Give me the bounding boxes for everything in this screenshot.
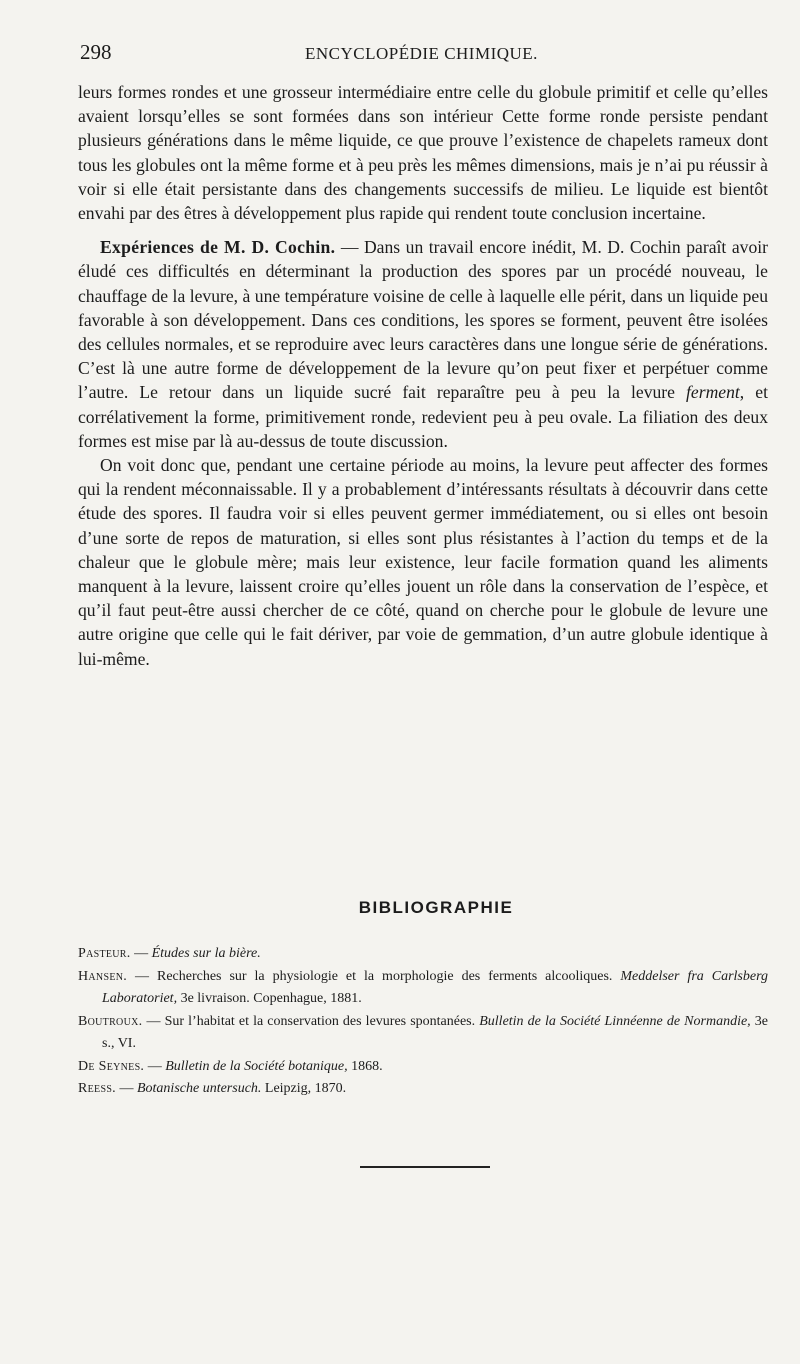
entry-title: Meddelser fra Carlsberg Laboratoriet,: [102, 968, 769, 1006]
paragraph-3: On voit donc que, pendant une certaine période au moins, la levure peut affecter des formes qui la rendent méconnaissable. Il y a probablement d’intéressants résultats à découvrir dans cette étude des spores. Il faudra voir si elles peuvent germer immédiatement, ou si elles ont besoin d’une sorte de repos de maturation, si elles sont plus résistantes à l’action du temps et de la chaleur que le globule mère; mais leur existence, leur facile formation quand les aliments manquent à la levure, laissent croire qu’elles jouent un rôle dans la conservation de l’espèce, et qu’il faut peut-être aussi chercher de ce côté, quand on cherche pour le globule de levure une autre origine que celle qui le fait dériver, par voie de gemmation, d’un autre globule identique à lui-même.: [78, 455, 768, 669]
entry-details: 1868.: [347, 1058, 383, 1074]
page-number: 298: [80, 40, 112, 64]
bibliography-entry: [78, 966, 768, 1011]
paragraph-2-emphasis: ferment: [686, 382, 740, 403]
section-title: Expériences de M. D. Cochin.: [100, 237, 336, 258]
bibliography-list: [78, 943, 768, 1101]
paragraph-2: [78, 235, 768, 453]
entry-separator: —: [115, 1081, 137, 1096]
entry-description: Sur l’habitat et la conservation des levures spontanées.: [164, 1013, 480, 1029]
entry-title: Bulletin de la Société Linnéenne de Normandie,: [479, 1013, 751, 1029]
entry-title: Bulletin de la Société botanique,: [165, 1058, 348, 1074]
entry-author: Hansen.: [78, 968, 128, 984]
bibliography-entry: [78, 943, 768, 966]
entry-details: 3e s., VI.: [102, 1013, 768, 1051]
body-text: [78, 80, 768, 671]
entry-title: Études sur la bière.: [151, 946, 261, 961]
entry-separator: —: [127, 968, 157, 984]
running-title: ENCYCLOPÉDIE CHIMIQUE.: [305, 44, 538, 63]
section-dash: —: [335, 237, 364, 258]
paragraph-2-text-a: Dans un travail encore inédit, M. D. Cochin paraît avoir éludé ces difficultés en déterminant la production des spores par un procédé nouveau, le chauffage de la levure, à une température voisine de celle à laquelle elle périt, dans un liquide peu favorable à son développement. Dans ces conditions, les spores se forment, peuvent être isolées des cellules normales, et se reproduire avec leurs caractères dans une longue série de générations. C’est là une autre forme de développement de la levure qu’on peut fixer et perpétuer comme l’autre. Le retour dans un liquide sucré fait reparaître peu à peu la levure: [78, 237, 768, 403]
closing-rule: [360, 1166, 490, 1168]
entry-title: Botanische untersuch.: [136, 1081, 262, 1096]
page-header: [80, 40, 764, 68]
entry-details: Leipzig, 1870.: [261, 1081, 347, 1096]
entry-separator: —: [130, 946, 152, 961]
bibliography-entry: [78, 1011, 768, 1056]
entry-author: Pasteur.: [78, 946, 131, 961]
entry-description: Recherches sur la physiologie et la morphologie des ferments alcooliques.: [156, 968, 621, 984]
entry-separator: —: [144, 1058, 166, 1074]
bibliography-heading-wrap: [0, 898, 800, 918]
paragraph-1: leurs formes rondes et une grosseur intermédiaire entre celle du globule primitif et celle qu’elles avaient lorsqu’elles se sont formées dans son intérieur Cette forme ronde persiste pendant plusieurs générations dans le même liquide, ce que prouve l’existence de chapelets rameux dont tous les globules ont la même forme et à peu près les mêmes dimensions, mais je n’ai pu réussir à voir si elle était persistante dans des changements successifs de milieu. Le liquide est bientôt envahi par des êtres à développement plus rapide qui rendent toute conclusion incertaine.: [78, 82, 768, 224]
bibliography-entry: [78, 1078, 768, 1101]
entry-separator: —: [142, 1013, 165, 1029]
paragraph-2-text-b: , et corrélativement la forme, primitivement ronde, redevient peu à peu ovale. La filiation des deux formes est mise par là au-dessus de toute discussion.: [78, 382, 768, 451]
entry-author: Boutroux.: [78, 1013, 143, 1029]
bibliography-heading: BIBLIOGRAPHIE: [358, 898, 514, 917]
entry-author: De Seynes.: [78, 1058, 145, 1074]
entry-details: 3e livraison. Copenhague, 1881.: [177, 991, 362, 1006]
bibliography-entry: [78, 1056, 768, 1079]
entry-author: Reess.: [78, 1081, 116, 1096]
